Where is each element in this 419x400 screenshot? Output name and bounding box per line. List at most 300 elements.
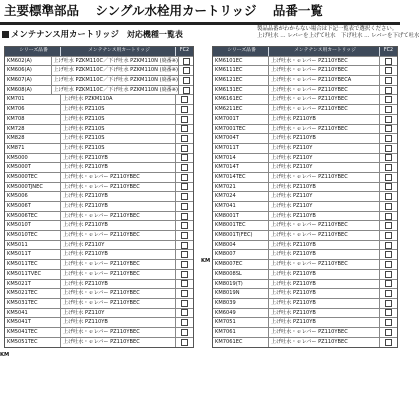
check-cell	[176, 144, 193, 153]
table-row	[213, 86, 397, 96]
page-title	[0, 0, 400, 22]
table-row	[213, 66, 397, 76]
cartridge-part-number: 上げ吐水 PZ110Y	[269, 192, 380, 201]
table-row	[213, 202, 397, 212]
checkbox[interactable]	[385, 232, 392, 239]
table-row	[5, 76, 193, 86]
cartridge-part-number: 上げ吐水 PZ110S	[61, 134, 176, 143]
checkbox[interactable]	[181, 242, 188, 249]
check-cell	[176, 125, 193, 134]
table-row	[5, 270, 193, 280]
check-cell	[380, 231, 397, 240]
table-row	[5, 212, 193, 222]
table-row	[5, 125, 193, 135]
cartridge-part-number: 上げ吐水 PZKM110A	[61, 95, 176, 104]
cartridge-part-number: 上げ吐水 PZKM110C／下げ吐水 PZKM110N (廃番※)	[53, 57, 179, 64]
checkbox[interactable]	[385, 67, 392, 74]
cartridge-part-number: 上げ吐水・ｅレバー PZ110YBEC	[61, 212, 176, 221]
cartridge-part-number: 上げ吐水・ｅレバー PZ110YBEC	[269, 221, 380, 230]
series-number: KM7001TEC	[213, 125, 269, 134]
series-number: KM8007EC	[213, 260, 269, 269]
table-row	[213, 318, 397, 328]
cartridge-part-number: 上げ吐水 PZKM110C／下げ吐水 PZKM110N (廃番※)	[53, 77, 179, 84]
check-cell	[380, 280, 397, 289]
table-row	[5, 173, 193, 183]
series-number: KM5000T	[5, 163, 61, 172]
checkbox[interactable]	[181, 319, 188, 326]
check-cell	[176, 318, 193, 327]
check-cell	[176, 154, 193, 163]
checkbox[interactable]	[181, 290, 188, 297]
check-cell	[380, 66, 397, 75]
table-row	[213, 280, 397, 290]
checkbox[interactable]	[385, 251, 392, 258]
series-number: KM7061EC	[213, 338, 269, 348]
check-cell	[380, 134, 397, 143]
table-row	[5, 318, 193, 328]
check-cell	[380, 212, 397, 221]
table-row	[213, 328, 397, 338]
table-row	[213, 338, 397, 348]
checkbox[interactable]	[181, 193, 188, 200]
table-row	[213, 76, 397, 86]
check-cell	[380, 221, 397, 230]
series-number: KM5041	[5, 309, 61, 318]
cartridge-part-number: 上げ吐水・ｅレバー PZ110YBECA	[269, 76, 380, 85]
cartridge-part-number: 上げ吐水 PZ110Y	[269, 163, 380, 172]
series-number: KM5000TJNEC	[5, 183, 61, 192]
section-heading-text: メンテナンス用カートリッジ	[11, 29, 119, 39]
checkbox[interactable]	[181, 329, 188, 336]
check-cell	[380, 163, 397, 172]
cartridge-part-number: 上げ吐水・ｅレバー PZ110YBEC	[269, 125, 380, 134]
cartridge-part-number: 上げ吐水 PZ110YB	[269, 270, 380, 279]
check-cell	[380, 328, 397, 337]
table-row	[5, 66, 193, 76]
series-number: KM6131EC	[213, 86, 269, 95]
series-number: KM708	[5, 115, 61, 124]
checkbox[interactable]	[181, 309, 188, 316]
check-cell	[176, 250, 193, 259]
cartridge-part-number: 上げ吐水 PZKM110C／下げ吐水 PZKM110N (廃番※)	[53, 67, 179, 74]
series-number: KM5011TEC	[5, 260, 61, 269]
check-cell	[380, 192, 397, 201]
cartridge-part-number: 上げ吐水・ｅレバー PZ110YBEC	[269, 66, 380, 75]
section-subheading: 対応機種一覧表	[126, 30, 183, 39]
check-cell	[176, 115, 193, 124]
checkbox[interactable]	[385, 339, 392, 346]
check-cell	[176, 231, 193, 240]
cartridge-part-number: 上げ吐水 PZ110Y	[269, 154, 380, 163]
series-number: KM6161EC	[213, 95, 269, 104]
table-row	[213, 57, 397, 67]
table-row	[213, 192, 397, 202]
check-cell	[176, 173, 193, 182]
table-row	[5, 280, 193, 290]
series-number: KM7004T	[213, 134, 269, 143]
check-cell	[176, 280, 193, 289]
check-cell	[380, 183, 397, 192]
series-number: KM8007	[213, 250, 269, 259]
series-number: KM7011T	[213, 144, 269, 153]
cartridge-part-number: 上げ吐水 PZ110S	[61, 144, 176, 153]
check-cell	[380, 154, 397, 163]
checkbox[interactable]	[385, 145, 392, 152]
checkbox[interactable]	[385, 300, 392, 307]
checkbox[interactable]	[181, 164, 188, 171]
check-cell	[380, 105, 397, 114]
check-cell	[380, 260, 397, 269]
checkbox[interactable]	[181, 106, 188, 113]
header-cartridge: メンテナンス用カートリッジ	[269, 47, 380, 56]
table-row	[5, 231, 193, 241]
checkbox[interactable]	[181, 174, 188, 181]
checkbox[interactable]	[181, 135, 188, 142]
check-cell	[176, 105, 193, 114]
checkbox[interactable]	[183, 58, 190, 65]
cartridge-part-number: 上げ吐水・ｅレバー PZ110YBEC	[61, 328, 176, 337]
check-cell	[176, 183, 193, 192]
series-number: KM6211EC	[213, 105, 269, 114]
check-cell	[176, 134, 193, 143]
title-main: 主要標準部品	[4, 3, 80, 18]
series-number: KM5000TEC	[5, 173, 61, 182]
table-row	[5, 134, 193, 144]
cartridge-part-number: 上げ吐水 PZ110YB	[269, 241, 380, 250]
series-number: KM7014T	[213, 163, 269, 172]
check-cell	[176, 270, 193, 279]
check-cell	[179, 57, 193, 66]
table-row	[213, 299, 397, 309]
check-cell	[380, 144, 397, 153]
series-number: KM8019(T)	[213, 280, 269, 289]
group-label-left: KM	[0, 352, 10, 358]
table-row	[5, 57, 193, 67]
cartridge-part-number: 上げ吐水 PZ110YB	[269, 183, 380, 192]
check-cell	[380, 241, 397, 250]
series-number: KM607(A)	[5, 76, 52, 85]
section-heading	[2, 28, 183, 41]
check-cell	[179, 86, 193, 95]
checkbox[interactable]	[385, 77, 392, 84]
series-number: KM8008SL	[213, 270, 269, 279]
table-row	[5, 154, 193, 164]
checkbox[interactable]	[181, 213, 188, 220]
group-label-right: KM	[201, 258, 211, 264]
checkbox[interactable]	[181, 300, 188, 307]
cartridge-part-number: 上げ吐水・ｅレバー PZ110YBEC	[269, 231, 380, 240]
cartridge-part-number: 上げ吐水 PZ110S	[61, 115, 176, 124]
check-cell	[176, 95, 193, 104]
series-number: KM5021TEC	[5, 289, 61, 298]
check-cell	[380, 270, 397, 279]
cartridge-part-number: 上げ吐水・ｅレバー PZ110YBEC	[269, 328, 380, 337]
check-cell	[380, 57, 397, 66]
check-cell	[380, 299, 397, 308]
cartridge-part-number: 上げ吐水・ｅレバー PZ110YBEC	[61, 231, 176, 240]
checkbox[interactable]	[385, 154, 392, 161]
check-cell	[179, 66, 193, 75]
series-number: KM7051	[213, 318, 269, 327]
checkbox[interactable]	[385, 183, 392, 190]
checkbox[interactable]	[385, 58, 392, 65]
checkbox[interactable]	[385, 116, 392, 123]
check-cell	[176, 289, 193, 298]
table-row	[213, 221, 397, 231]
cartridge-part-number: 上げ吐水・ｅレバー PZ110YBEC	[61, 173, 176, 182]
cartridge-part-number: 上げ吐水 PZ110YB	[61, 250, 176, 259]
check-cell	[176, 221, 193, 230]
checkbox[interactable]	[181, 232, 188, 239]
cartridge-table-left	[4, 46, 194, 348]
checkbox[interactable]	[385, 290, 392, 297]
table-row	[5, 338, 193, 348]
cartridge-part-number: 上げ吐水・ｅレバー PZ110YBEC	[269, 173, 380, 182]
cartridge-part-number: 上げ吐水 PZ110YB	[61, 163, 176, 172]
cartridge-part-number: 上げ吐水 PZ110S	[61, 105, 176, 114]
checkbox[interactable]	[385, 96, 392, 103]
check-cell	[179, 76, 193, 85]
checkbox[interactable]	[385, 87, 392, 94]
table-row	[5, 144, 193, 154]
cartridge-part-number: 上げ吐水・ｅレバー PZ110YBEC	[269, 105, 380, 114]
header-cartridge: メンテナンス用カートリッジ	[61, 47, 176, 56]
cartridge-part-number: 上げ吐水・ｅレバー PZ110YBEC	[269, 260, 380, 269]
checkbox[interactable]	[385, 309, 392, 316]
cartridge-part-number: 上げ吐水・ｅレバー PZ110YBEC	[61, 299, 176, 308]
table-row	[213, 250, 397, 260]
series-number: KM5011	[5, 241, 61, 250]
table-row	[213, 241, 397, 251]
series-number: KM5011T	[5, 250, 61, 259]
table-row	[5, 289, 193, 299]
check-cell	[380, 338, 397, 348]
check-cell	[176, 202, 193, 211]
table-row	[5, 95, 193, 105]
table-row	[213, 260, 397, 270]
series-number: KM728	[5, 125, 61, 134]
table-row	[213, 105, 397, 115]
series-number: KM8004	[213, 241, 269, 250]
cartridge-part-number: 上げ吐水 PZ110S	[61, 125, 176, 134]
header-series: シリーズ品番	[213, 47, 269, 56]
check-cell	[176, 299, 193, 308]
table-row	[5, 105, 193, 115]
series-number: KM8019N	[213, 289, 269, 298]
checkbox[interactable]	[385, 125, 392, 132]
check-cell	[380, 250, 397, 259]
checkbox[interactable]	[385, 222, 392, 229]
cartridge-part-number: 上げ吐水 PZ110YB	[61, 154, 176, 163]
checkbox[interactable]	[183, 87, 190, 94]
title-list: 品番一覧	[272, 3, 323, 18]
check-cell	[176, 192, 193, 201]
square-bullet-icon	[2, 31, 9, 38]
check-cell	[176, 328, 193, 337]
table-header-row	[5, 47, 193, 57]
checkbox[interactable]	[385, 271, 392, 278]
checkbox[interactable]	[181, 116, 188, 123]
series-number: KM6101EC	[213, 57, 269, 66]
cartridge-part-number: 上げ吐水・ｅレバー PZ110YBEC	[269, 95, 380, 104]
cartridge-part-number: 上げ吐水 PZ110YB	[269, 299, 380, 308]
check-cell	[380, 318, 397, 327]
table-row	[213, 183, 397, 193]
cartridge-part-number: 上げ吐水・ｅレバー PZ110YBEC	[61, 270, 176, 279]
table-row	[5, 183, 193, 193]
table-row	[213, 144, 397, 154]
checkbox[interactable]	[181, 203, 188, 210]
table-row	[213, 95, 397, 105]
series-number: KM701	[5, 95, 61, 104]
table-row	[5, 241, 193, 251]
cartridge-part-number: 上げ吐水 PZ110YB	[61, 318, 176, 327]
cartridge-part-number: 上げ吐水・ｅレバー PZ110YBEC	[61, 289, 176, 298]
cartridge-part-number: 上げ吐水 PZ110YB	[269, 134, 380, 143]
table-header-row	[213, 47, 397, 57]
table-row	[213, 134, 397, 144]
note-line-1: 製品品番がわからない場合は下記一覧表で選択ください。	[257, 26, 398, 32]
series-number: KM5000	[5, 154, 61, 163]
cartridge-part-number: 上げ吐水 PZ110YB	[269, 318, 380, 327]
series-number: KM7014TEC	[213, 173, 269, 182]
checkbox[interactable]	[181, 96, 188, 103]
cartridge-table-right	[212, 46, 398, 348]
title-divider	[0, 22, 400, 25]
checkbox[interactable]	[181, 271, 188, 278]
check-cell	[176, 241, 193, 250]
selection-note	[257, 26, 419, 40]
cartridge-part-number: 上げ吐水 PZ110YB	[269, 212, 380, 221]
checkbox[interactable]	[385, 193, 392, 200]
checkbox[interactable]	[181, 251, 188, 258]
check-cell	[380, 125, 397, 134]
checkbox[interactable]	[183, 77, 190, 84]
checkbox[interactable]	[181, 183, 188, 190]
checkbox[interactable]	[385, 319, 392, 326]
checkbox[interactable]	[181, 125, 188, 132]
series-number: KM828	[5, 134, 61, 143]
cartridge-part-number: 上げ吐水 PZ110Y	[61, 241, 176, 250]
series-number: KM5010T	[5, 221, 61, 230]
table-row	[5, 299, 193, 309]
table-row	[5, 163, 193, 173]
cartridge-part-number: 上げ吐水 PZ110Y	[61, 309, 176, 318]
cartridge-part-number: 上げ吐水 PZ110YB	[269, 250, 380, 259]
checkbox[interactable]	[385, 280, 392, 287]
series-number: KM6111EC	[213, 66, 269, 75]
checkbox[interactable]	[181, 339, 188, 346]
checkbox[interactable]	[385, 213, 392, 220]
table-row	[213, 163, 397, 173]
series-number: KM6121EC	[213, 76, 269, 85]
cartridge-part-number: 上げ吐水 PZ110YB	[269, 115, 380, 124]
check-cell	[176, 309, 193, 318]
checkbox[interactable]	[181, 222, 188, 229]
cartridge-part-number: 上げ吐水 PZ110YB	[61, 221, 176, 230]
table-row	[5, 309, 193, 319]
checkbox[interactable]	[181, 154, 188, 161]
cartridge-part-number: 上げ吐水 PZ110YB	[269, 289, 380, 298]
check-cell	[380, 95, 397, 104]
cartridge-part-number: 上げ吐水 PZ110YB	[61, 280, 176, 289]
check-cell	[380, 173, 397, 182]
series-number: KM5006	[5, 192, 61, 201]
series-number: KM7041	[213, 202, 269, 211]
checkbox[interactable]	[385, 135, 392, 142]
title-product: シングル水栓用カートリッジ	[95, 3, 257, 18]
header-check: FC2	[383, 48, 394, 53]
cartridge-part-number: 上げ吐水・ｅレバー PZ110YBEC	[61, 260, 176, 269]
cartridge-part-number: 上げ吐水・ｅレバー PZ110YBEC	[269, 57, 380, 66]
series-number: KM608(A)	[5, 86, 52, 95]
table-row	[213, 125, 397, 135]
checkbox[interactable]	[385, 203, 392, 210]
series-number: KM5021T	[5, 280, 61, 289]
series-number: KM5041TEC	[5, 328, 61, 337]
table-row	[213, 231, 397, 241]
check-cell	[380, 115, 397, 124]
note-line-2: 上げ吐水 … レバーを上げて吐水 下げ吐水 … レバーを下げて吐水	[257, 33, 419, 39]
table-row	[213, 115, 397, 125]
checkbox[interactable]	[181, 280, 188, 287]
table-row	[213, 173, 397, 183]
series-number: KM6049	[213, 309, 269, 318]
table-row	[213, 270, 397, 280]
checkbox[interactable]	[183, 67, 190, 74]
checkbox[interactable]	[385, 174, 392, 181]
checkbox[interactable]	[385, 329, 392, 336]
series-number: KM5051TEC	[5, 338, 61, 348]
checkbox[interactable]	[385, 164, 392, 171]
cartridge-part-number: 上げ吐水・ｅレバー PZ110YBEC	[269, 338, 380, 348]
series-number: KM7014	[213, 154, 269, 163]
check-cell	[380, 202, 397, 211]
series-number: KM706	[5, 105, 61, 114]
cartridge-part-number: 上げ吐水 PZ110YB	[61, 192, 176, 201]
cartridge-part-number: 上げ吐水 PZ110YB	[61, 202, 176, 211]
check-cell	[380, 289, 397, 298]
checkbox[interactable]	[385, 261, 392, 268]
table-row	[5, 328, 193, 338]
cartridge-part-number: 上げ吐水・ｅレバー PZ110YBEC	[61, 183, 176, 192]
check-cell	[176, 338, 193, 348]
table-row	[5, 250, 193, 260]
checkbox[interactable]	[385, 242, 392, 249]
table-row	[213, 154, 397, 164]
series-number: KM7021	[213, 183, 269, 192]
check-cell	[176, 163, 193, 172]
table-row	[5, 202, 193, 212]
checkbox[interactable]	[385, 106, 392, 113]
series-number: KM606(A)	[5, 66, 52, 75]
series-number: KM7061	[213, 328, 269, 337]
series-number: KM602(A)	[5, 57, 52, 66]
series-number: KM8001TEC	[213, 221, 269, 230]
checkbox[interactable]	[181, 261, 188, 268]
series-number: KM7001T	[213, 115, 269, 124]
series-number: KM5011TVEC	[5, 270, 61, 279]
table-row	[5, 221, 193, 231]
table-row	[5, 86, 193, 96]
cartridge-part-number: 上げ吐水・ｅレバー PZ110YBEC	[269, 86, 380, 95]
check-cell	[380, 86, 397, 95]
check-cell	[176, 212, 193, 221]
cartridge-part-number: 上げ吐水 PZ110YB	[269, 280, 380, 289]
table-row	[5, 115, 193, 125]
checkbox[interactable]	[181, 145, 188, 152]
series-number: KM5031TEC	[5, 299, 61, 308]
